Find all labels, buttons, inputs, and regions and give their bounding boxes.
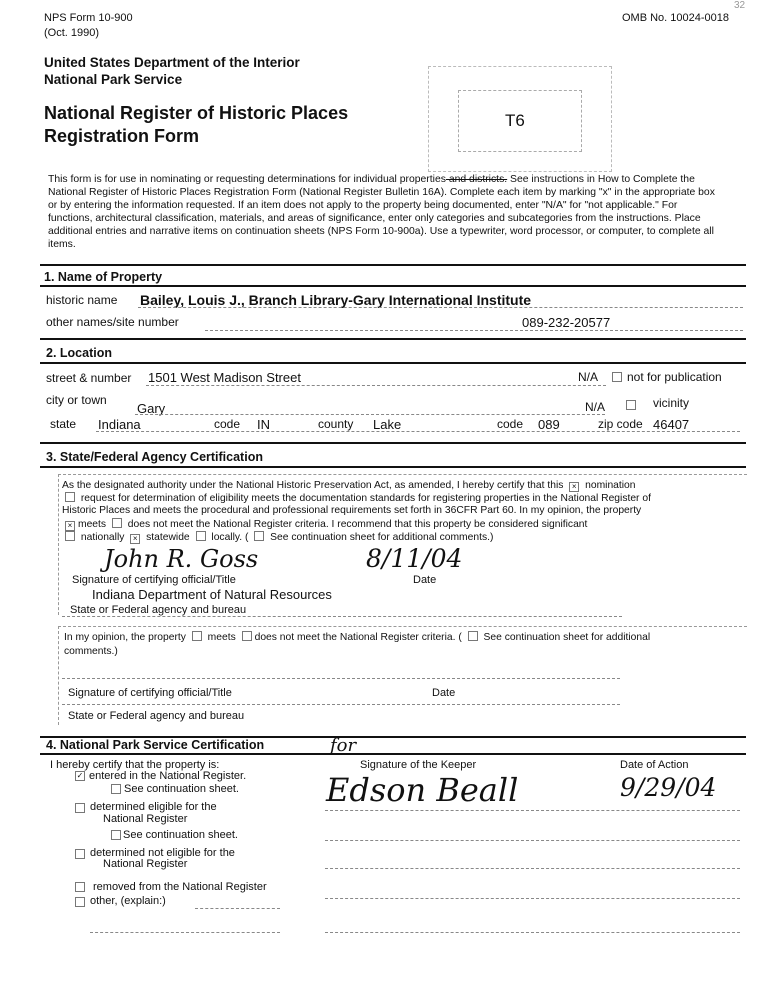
signature-label: Signature of certifying official/Title [72,574,236,586]
locally-label: locally. [211,531,243,543]
field-line [325,810,740,811]
county-code-field[interactable]: 089 [538,417,560,432]
instructions-text: This form is for use in nominating or requesting determinations for individual properties [48,174,446,185]
statewide-label: statewide [146,531,190,543]
certifying-signature: John R. Goss [104,545,259,573]
field-line [138,307,743,308]
instructions [48,173,718,251]
field-line [325,840,740,841]
state-field[interactable]: Indiana [98,417,141,432]
county-field[interactable]: Lake [373,417,402,432]
state-code-field[interactable]: IN [257,417,270,432]
removed-checkbox[interactable] [75,882,85,892]
locally-checkbox[interactable] [196,531,206,541]
eligible-label: determined eligible for the [90,801,217,813]
see-continuation-1-label: See continuation sheet. [124,783,239,795]
opinion-text-b: does not meet the National Register criteria. [254,632,456,643]
divider [40,285,746,287]
department: United States Department of the Interior [44,55,300,70]
divider [40,264,746,266]
instructions-text-2: See instructions in How to Complete the National Register of Historic Places Registration Form (National Register Bulletin 16A). Complete each item by marking "x" in the appropriate box or by entering the information requested. If an item does not apply to the property being documented, enter "N/A" for "not applicable." For functions, architectural classification, materials, and areas of significance, enter only categories and subcategories from the instructions. Place additional entries and narrative items on continuation sheets (NPS Form 10-900a). Use a typewriter, word processor, or computer, to complete all items. [48,174,715,250]
keeper-signature: Edson Beall [326,771,519,809]
other-names-field[interactable]: 089-232-20577 [522,315,611,330]
agency-label-2: State or Federal agency and bureau [68,710,245,722]
meets-checkbox[interactable]: × [65,521,75,531]
nationally-label: nationally [80,531,125,543]
cert-line-4: does not meet the National Register criteria. I recommend that this property be considered significant [127,518,588,530]
eligible-checkbox[interactable] [75,803,85,813]
divider [40,753,746,755]
certifying-date: 8/11/04 [366,544,463,573]
see-continuation-2-checkbox[interactable] [111,830,121,840]
entered-label: entered in the National Register. [89,770,247,782]
not-eligible-label: determined not eligible for the [90,847,235,859]
field-line [205,330,743,331]
nfp-na: N/A [578,370,599,384]
form-number: NPS Form 10-900 [44,12,133,24]
agency-label: State or Federal agency and bureau [70,604,247,616]
page-title: National Register of Historic Places [44,103,349,123]
nomination-label: nomination [585,480,636,491]
form-date: (Oct. 1990) [44,27,100,39]
opinion-meets-label: meets [207,632,236,643]
stamp-text: T6 [505,111,525,130]
city-label: city or town [46,393,107,407]
statewide-checkbox[interactable]: × [130,534,140,544]
vicinity-checkbox[interactable] [626,400,636,410]
other-checkbox[interactable] [75,897,85,907]
other-label: other, (explain:) [90,895,166,907]
eligible-label-2: National Register [103,813,188,825]
cert-line-2: request for determination of eligibility meets the documentation standards for registering properties in the National Register of [80,493,651,505]
section-3-heading: 3. State/Federal Agency Certification [46,450,263,464]
divider [40,466,746,468]
date-label: Date [413,574,437,586]
state-label: state [50,417,77,431]
section-1-heading: 1. Name of Property [44,270,163,284]
state-code-label: code [214,417,241,431]
nationally-checkbox[interactable] [65,531,75,541]
county-code-label: code [497,417,524,431]
keeper-signature-label: Signature of the Keeper [360,759,477,771]
city-field[interactable]: Gary [137,401,166,416]
historic-name-label: historic name [46,293,118,307]
nomination-checkbox[interactable]: × [569,482,579,492]
omb-number: OMB No. 10024-0018 [622,12,730,24]
opinion-continuation-checkbox[interactable] [468,631,478,641]
opinion-text: In my opinion, the property meets does not meet the National Register criteria. ( See continuation sheet for additional comments.) [64,631,744,658]
divider [40,338,746,340]
nps-intro: I hereby certify that the property is: [50,759,220,771]
zip-field[interactable]: 46407 [653,417,690,432]
cert-line-3: Historic Places and meets the procedural and professional requirements set forth in 36CFR Part 60. In my opinion, the property [62,505,642,517]
opinion-not-meet-checkbox[interactable] [242,631,252,641]
opinion-meets-checkbox[interactable] [192,631,202,641]
opinion-text-d: comments.) [64,646,118,658]
field-line [325,898,740,899]
page-subtitle: Registration Form [44,126,200,146]
removed-label: removed from the National Register [93,881,267,893]
vicinity-label: vicinity [653,396,690,410]
not-for-publication-checkbox[interactable] [612,372,622,382]
date-of-action-label: Date of Action [620,759,689,771]
date-of-action: 9/29/04 [620,773,717,802]
section-4-heading: 4. National Park Service Certification [46,738,265,752]
opinion-text-c: See continuation sheet for additional [483,632,651,643]
county-label: county [318,417,354,431]
field-line [96,431,740,432]
field-line [62,616,622,617]
street-field[interactable]: 1501 West Madison Street [148,370,301,385]
not-eligible-checkbox[interactable] [75,849,85,859]
request-checkbox[interactable] [65,492,75,502]
opinion-text-a: In my opinion, the property [64,632,186,643]
see-continuation-label: See continuation sheet for additional comments.) [270,531,494,543]
continuation-checkbox[interactable] [254,531,264,541]
divider [40,442,746,444]
vicinity-na: N/A [585,400,606,414]
corner-mark: 32 [734,0,746,11]
field-line [146,385,606,386]
historic-name-field[interactable]: Bailey, Louis J., Branch Library-Gary International Institute [140,292,532,308]
field-line [135,414,605,415]
not-eligible-label-2: National Register [103,858,188,870]
field-line [325,868,740,869]
section-2-heading: 2. Location [46,346,112,360]
see-continuation-2-label: See continuation sheet. [123,829,238,841]
keeper-for: for [330,735,357,756]
field-line [325,932,740,933]
field-line [195,908,280,909]
field-line [62,678,620,679]
date-label-2: Date [432,687,456,699]
entered-checkbox[interactable]: ✓ [76,771,84,780]
street-label: street & number [46,371,132,385]
agency: National Park Service [44,72,183,87]
see-continuation-1-checkbox[interactable] [111,784,121,794]
divider [40,362,746,364]
other-names-label: other names/site number [46,315,179,329]
meets-label: meets [78,518,107,530]
does-not-meet-checkbox[interactable] [112,518,122,528]
certifying-agency[interactable]: Indiana Department of Natural Resources [92,587,332,602]
signature-label-2: Signature of certifying official/Title [68,687,232,699]
zip-label: zip code [598,417,643,431]
cert-line-1: As the designated authority under the National Historic Preservation Act, as amended, I hereby certify that this [62,480,564,491]
field-line [90,932,280,933]
instructions-struck: and districts. [445,174,508,185]
field-line [62,704,620,705]
certification-text: As the designated authority under the National Historic Preservation Act, as amended, I hereby certify that this × nomination request for determination of eligibility meets the documentation standards for registering properties in the National Register of Historic Places and meets the procedural and professional requirements set forth in 36CFR Part 60. In my opinion, the property × meets does not meet the National Register criteria. I recommend that this property be considered significant nationally × statewide locally. ( See continuation sheet for additional comments.) [62,480,651,543]
nfp-label: not for publication [627,370,722,384]
